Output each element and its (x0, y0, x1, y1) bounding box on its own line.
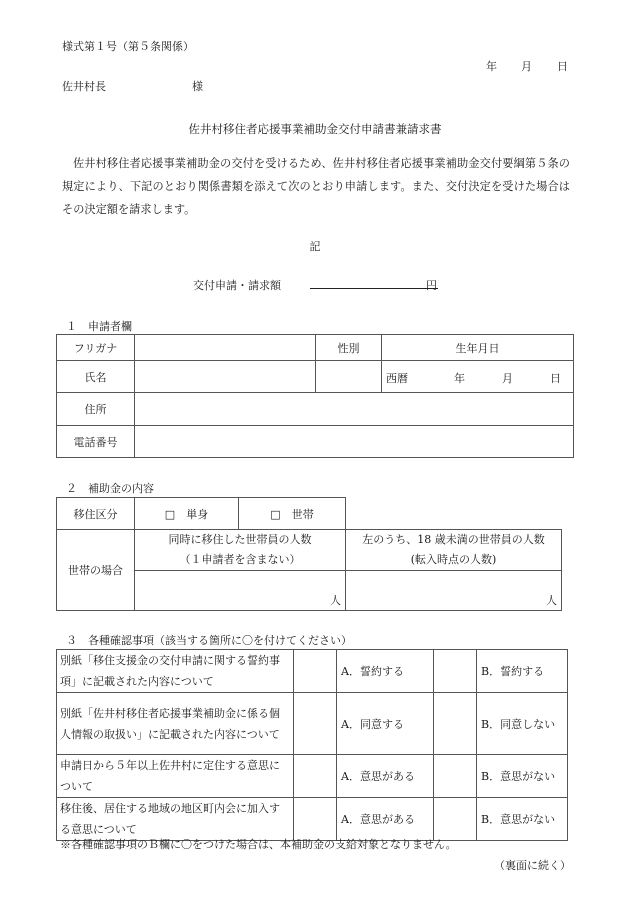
subsidy-table (56, 497, 562, 611)
phone-field[interactable] (135, 426, 574, 458)
confirm-row-1 (57, 650, 568, 693)
confirm-row-2 (57, 693, 568, 755)
confirm-a-mark-4[interactable] (294, 798, 337, 841)
confirm-a-option-2[interactable]: A．同意する (337, 693, 434, 755)
col-minors-line2: (転入時点の人数) (410, 553, 497, 566)
birthdate-label: 生年月日 (382, 335, 574, 361)
era-label: 西暦 (386, 372, 408, 385)
col-minors-header (346, 530, 562, 571)
furigana-label: フリガナ (57, 335, 135, 361)
col-members-header (135, 530, 346, 571)
document-title: 佐井村移住者応援事業補助金交付申請書兼請求書 (188, 122, 442, 136)
address-field[interactable] (135, 393, 574, 426)
amount-input-line[interactable] (310, 288, 438, 289)
date-year-label: 年 (486, 60, 497, 73)
confirmation-note: ※各種確認事項のＢ欄に〇をつけた場合は、本補助金の支給対象となりません。 (60, 838, 457, 851)
confirm-b-mark-4[interactable] (434, 798, 477, 841)
name-label: 氏名 (57, 361, 135, 393)
confirm-b-mark-1[interactable] (434, 650, 477, 693)
confirm-b-option-4[interactable]: B．意思がない (477, 798, 568, 841)
confirm-row-4 (57, 798, 568, 841)
birth-day-label: 日 (550, 372, 561, 385)
amount-label: 交付申請・請求額 (193, 279, 281, 292)
address-label: 住所 (57, 393, 135, 426)
birth-year-label: 年 (454, 372, 465, 385)
name-field[interactable] (135, 361, 316, 393)
option-single[interactable]: □ 単身 (135, 498, 239, 530)
date-day-label: 日 (557, 60, 568, 73)
confirm-a-mark-2[interactable] (294, 693, 337, 755)
applicant-table (56, 334, 574, 458)
confirm-text-1: 別紙「移住支援金の交付申請に関する誓約事項」に記載された内容について (57, 650, 294, 693)
col-minors-line1: 左のうち、18 歳未満の世帯員の人数 (362, 533, 545, 546)
section1-heading: １ 申請者欄 (66, 320, 132, 333)
honorific: 様 (192, 80, 203, 93)
form-number: 様式第１号（第５条関係） (62, 40, 194, 53)
amount-unit: 円 (426, 279, 437, 292)
section2-heading: ２ 補助金の内容 (66, 482, 154, 495)
minors-count-field[interactable]: 人 (346, 571, 562, 611)
confirmation-table (56, 649, 568, 841)
confirm-a-option-4[interactable]: A．意思がある (337, 798, 434, 841)
phone-label: 電話番号 (57, 426, 135, 458)
gender-field[interactable] (316, 361, 382, 393)
intro-paragraph: 佐井村移住者応援事業補助金の交付を受けるため、佐井村移住者応援事業補助金交付要綱第５条の規定により、下記のとおり関係書類を添えて次のとおり申請します。また、交付決定を受けた場合はその決定額を請求します。 (62, 157, 570, 216)
confirm-text-4: 移住後、居住する地域の地区町内会に加入する意思について (57, 798, 294, 841)
members-count-field[interactable]: 人 (135, 571, 346, 611)
confirm-a-option-3[interactable]: A．意思がある (337, 755, 434, 798)
confirm-b-mark-3[interactable] (434, 755, 477, 798)
confirm-b-option-1[interactable]: B．誓約する (477, 650, 568, 693)
confirm-row-3 (57, 755, 568, 798)
furigana-field[interactable] (135, 335, 316, 361)
blank-cell (346, 498, 562, 530)
col-members-line1: 同時に移住した世帯員の人数 (168, 533, 312, 546)
confirm-b-option-3[interactable]: B．意思がない (477, 755, 568, 798)
gender-label: 性別 (316, 335, 382, 361)
category-label: 移住区分 (57, 498, 135, 530)
birth-month-label: 月 (502, 372, 513, 385)
confirm-a-option-1[interactable]: A．誓約する (337, 650, 434, 693)
ki-label: 記 (309, 240, 321, 253)
addressee: 佐井村長 (62, 80, 106, 93)
continued-notice: （裏面に続く） (494, 859, 571, 872)
confirm-b-option-2[interactable]: B．同意しない (477, 693, 568, 755)
confirm-b-mark-2[interactable] (434, 693, 477, 755)
confirm-a-mark-3[interactable] (294, 755, 337, 798)
date-month-label: 月 (521, 60, 532, 73)
birthdate-field[interactable] (382, 361, 574, 393)
household-case-label: 世帯の場合 (57, 530, 135, 611)
confirm-text-3: 申請日から５年以上佐井村に定住する意思について (57, 755, 294, 798)
section3-heading: ３ 各種確認事項（該当する箇所に〇を付けてください） (66, 634, 352, 647)
confirm-text-2: 別紙「佐井村移住者応援事業補助金に係る個人情報の取扱い」に記載された内容について (57, 693, 294, 755)
confirm-a-mark-1[interactable] (294, 650, 337, 693)
option-household[interactable]: □ 世帯 (239, 498, 346, 530)
col-members-line2: （１申請者を含まない） (179, 553, 301, 566)
